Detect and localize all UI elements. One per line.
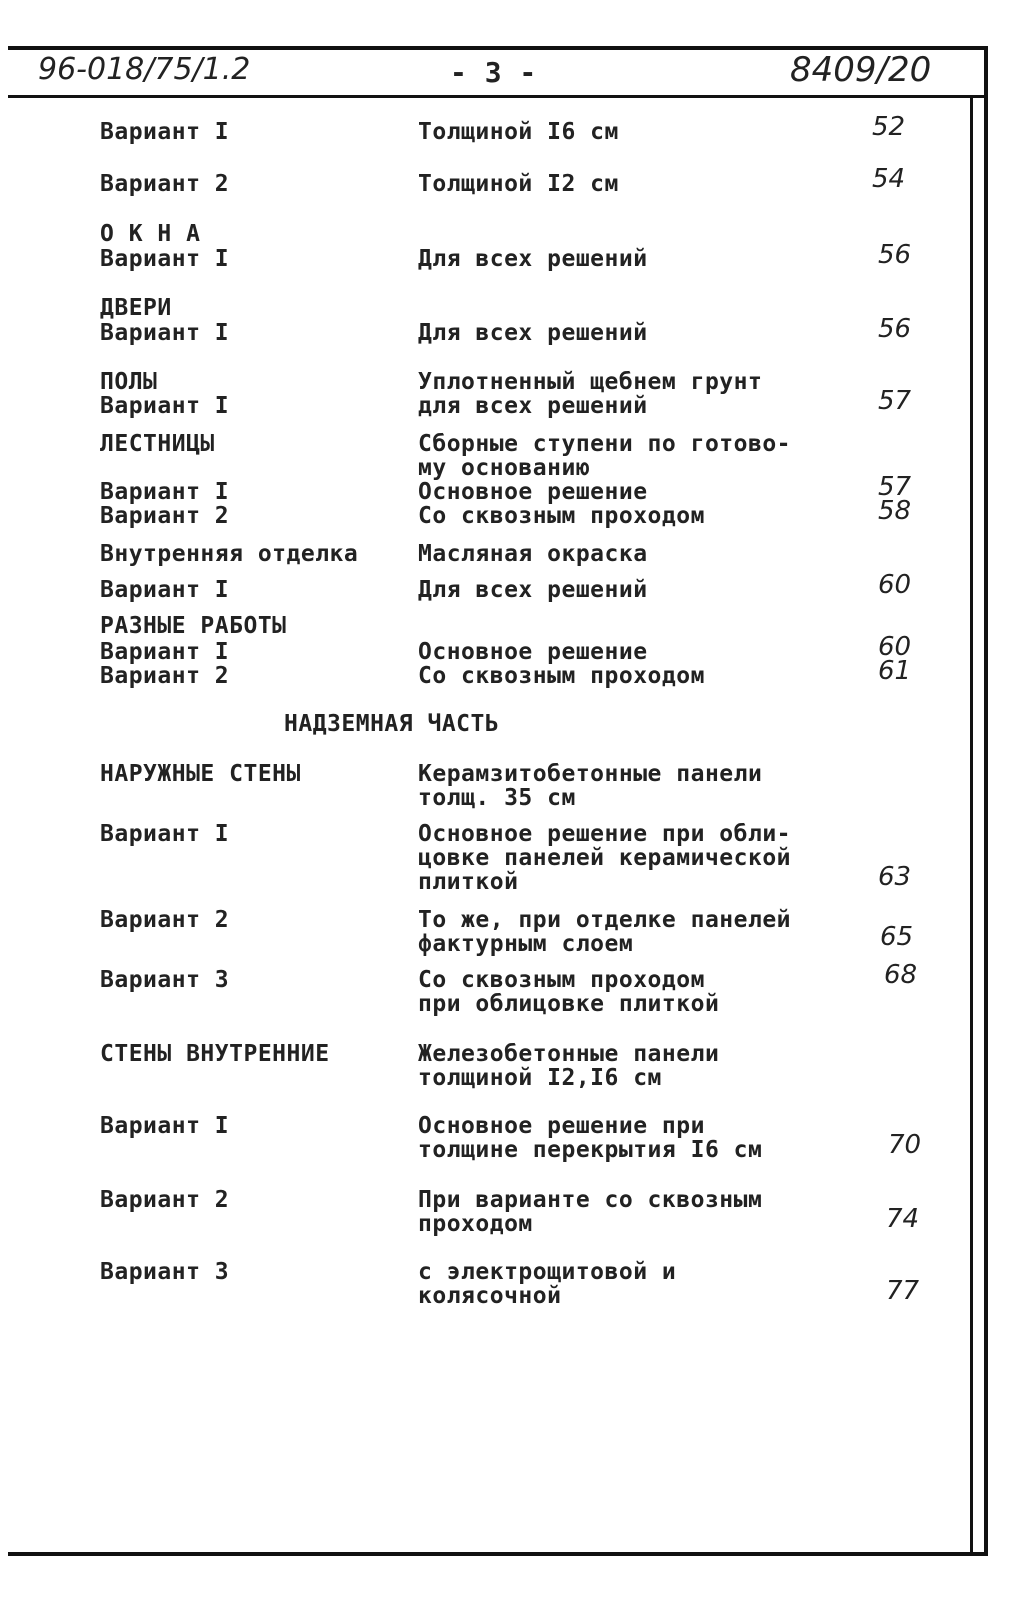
row-mid: Основное решение при обли- [418,821,792,847]
row-mid: Толщиной I2 см [418,171,619,197]
row-page: 58 [878,496,912,526]
row-left: Вариант I [100,119,230,145]
row-page: 65 [880,922,914,952]
row-left: Вариант 2 [100,171,230,197]
row-page: 60 [878,632,912,662]
row-mid: Для всех решений [418,320,648,346]
row-mid: Железобетонные панели [418,1041,720,1067]
row-page: 74 [886,1204,920,1234]
row-left: Вариант 2 [100,1187,230,1213]
row-mid: Со сквозным проходом [418,503,705,529]
row-mid: То же, при отделке панелей [418,907,792,933]
row-mid: колясочной [418,1283,562,1309]
row-mid: Со сквозным проходом [418,967,705,993]
row-mid: Масляная окраска [418,541,648,567]
row-left: Вариант I [100,320,230,346]
row-page: 68 [884,960,918,990]
row-mid: При варианте со сквозным [418,1187,763,1213]
section-title-finishing: Внутренняя отделка [100,541,359,567]
row-mid: проходом [418,1211,533,1237]
row-page: 56 [878,314,912,344]
row-mid: му основанию [418,455,591,481]
page-number: - 3 - [450,56,537,89]
row-left: Вариант I [100,639,230,665]
row-mid: при облицовке плиткой [418,991,720,1017]
section-title-outer-walls: НАРУЖНЫЕ СТЕНЫ [100,761,301,787]
row-left: Вариант 3 [100,967,230,993]
row-left: Вариант I [100,246,230,272]
row-mid: Основное решение [418,639,648,665]
row-left: Вариант I [100,1113,230,1139]
row-page: 60 [878,570,912,600]
row-page: 57 [878,386,912,416]
section-heading: НАДЗЕМНАЯ ЧАСТЬ [284,711,500,737]
row-mid: Толщиной I6 см [418,119,619,145]
row-mid: с электрощитовой и [418,1259,677,1285]
row-mid: Со сквозным проходом [418,663,705,689]
row-mid: плиткой [418,869,519,895]
header-divider [8,95,988,98]
inventory-number: 8409/20 [790,50,932,90]
row-mid: толщ. 35 см [418,785,576,811]
row-mid: толщиной I2,I6 см [418,1065,662,1091]
row-left: Вариант 2 [100,907,230,933]
row-mid: Сборные ступени по готово- [418,431,792,457]
row-mid: Для всех решений [418,577,648,603]
row-left: Вариант 2 [100,503,230,529]
row-page: 70 [888,1130,922,1160]
row-left: Вариант 3 [100,1259,230,1285]
doc-code: 96-018/75/1.2 [38,52,251,87]
row-page: 57 [878,472,912,502]
row-mid: толщине перекрытия I6 см [418,1137,763,1163]
row-page: 63 [878,862,912,892]
row-left: Вариант I [100,393,230,419]
row-page: 61 [878,656,912,686]
row-mid: Основное решение [418,479,648,505]
row-mid: Керамзитобетонные панели [418,761,763,787]
row-page: 52 [872,112,906,142]
section-title-misc: РАЗНЫЕ РАБОТЫ [100,613,287,639]
row-page: 56 [878,240,912,270]
row-mid: Уплотненный щебнем грунт [418,369,763,395]
row-mid: для всех решений [418,393,648,419]
row-page: 54 [872,164,906,194]
section-title-floors: ПОЛЫ [100,369,158,395]
right-margin-line [970,95,973,1555]
row-mid: фактурным слоем [418,931,634,957]
row-left: Вариант I [100,577,230,603]
section-title-inner-walls: СТЕНЫ ВНУТРЕННИЕ [100,1041,330,1067]
row-mid: цовке панелей керамической [418,845,792,871]
row-left: Вариант I [100,821,230,847]
section-title-doors: ДВЕРИ [100,295,172,321]
row-mid: Основное решение при [418,1113,705,1139]
section-title-windows: О К Н А [100,221,201,247]
row-page: 77 [886,1276,920,1306]
row-left: Вариант I [100,479,230,505]
row-left: Вариант 2 [100,663,230,689]
section-title-stairs: ЛЕСТНИЦЫ [100,431,215,457]
row-mid: Для всех решений [418,246,648,272]
